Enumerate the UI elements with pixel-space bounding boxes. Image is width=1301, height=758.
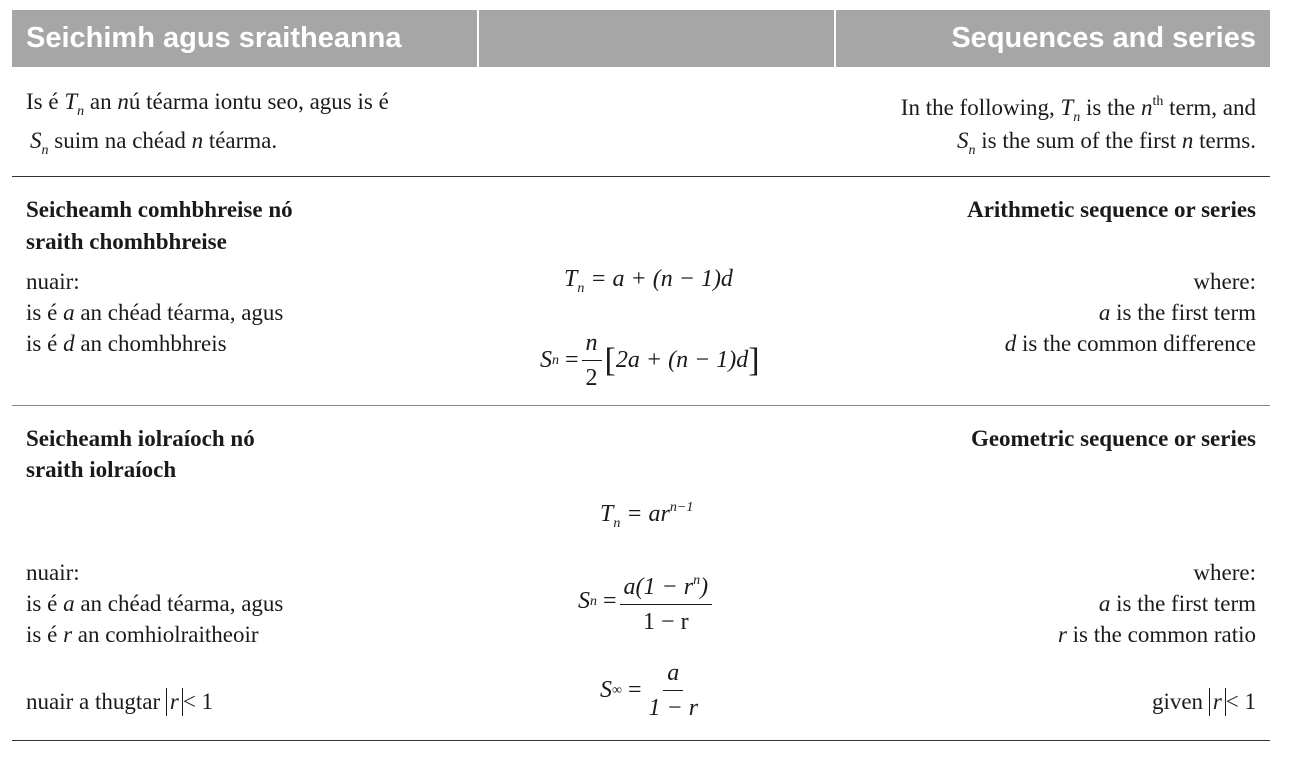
geometric-irish-condition: nuair a thugtar r < 1	[26, 689, 214, 714]
geometric-irish-where: nuair:	[26, 560, 80, 585]
geometric-nth-term-formula: $T_n = ar^{n-1}$	[600, 500, 694, 531]
arithmetic-title-irish-1: Seicheamh comhbhreise nó	[26, 197, 293, 222]
geometric-english-r: r is the common ratio	[1057, 622, 1256, 647]
arithmetic-irish-d: is é d an chomhbhreis	[26, 331, 227, 356]
divider-2	[12, 405, 1270, 406]
intro-english-line-2: $S_n$ is the sum of the first n terms.	[957, 128, 1256, 158]
geometric-english-condition: given r < 1	[1151, 689, 1256, 714]
arithmetic-sum-formula: S n = $\frac{n}{2}$ [ 2a + (n − 1)d ]	[540, 330, 760, 391]
intro-irish-line-1: Is é $T_n$ an nú téarma iontu seo, agus is é	[26, 89, 389, 119]
intro-english-line-1: In the following, $T_n$ is the $n^{th}$ term, and	[900, 94, 1256, 125]
geometric-title-irish-2: sraith iolraíoch	[26, 457, 177, 482]
geometric-english-a: a is the first term	[1098, 591, 1256, 616]
geometric-irish-r: is é r an comhiolraitheoir	[26, 622, 259, 647]
geometric-english-where: where:	[1193, 560, 1256, 585]
geometric-sum-formula: S n = $\frac{a(1 - r^n)}{1 - r}$	[578, 566, 715, 637]
header-title-english: Sequences and series	[836, 10, 1270, 67]
divider-1	[12, 176, 1270, 177]
arithmetic-irish-a: is é a an chéad téarma, agus	[26, 300, 284, 325]
geometric-title-irish-1: Seicheamh iolraíoch nó	[26, 426, 255, 451]
arithmetic-english-a: a is the first term	[1098, 300, 1256, 325]
header-spacer	[479, 10, 834, 67]
geometric-title-english: Geometric sequence or series	[970, 426, 1256, 451]
intro-irish-line-2: $S_n$ suim na chéad n téarma.	[30, 128, 278, 158]
formula-page	[12, 10, 1270, 750]
section-header	[12, 10, 1270, 67]
arithmetic-english-d: d is the common difference	[1004, 331, 1256, 356]
arithmetic-irish-where: nuair:	[26, 269, 80, 294]
geometric-irish-a: is é a an chéad téarma, agus	[26, 591, 284, 616]
arithmetic-nth-term-formula: $T_n = a + (n - 1)d$	[564, 266, 733, 296]
geometric-infinite-sum-formula: S ∞ = $\frac{a}{1 - r}$	[600, 660, 699, 721]
arithmetic-title-english: Arithmetic sequence or series	[967, 197, 1256, 222]
arithmetic-title-irish-2: sraith chomhbhreise	[26, 229, 227, 254]
arithmetic-english-where: where:	[1193, 269, 1256, 294]
divider-3	[12, 740, 1270, 741]
header-title-irish: Seichimh agus sraitheanna	[12, 10, 477, 67]
